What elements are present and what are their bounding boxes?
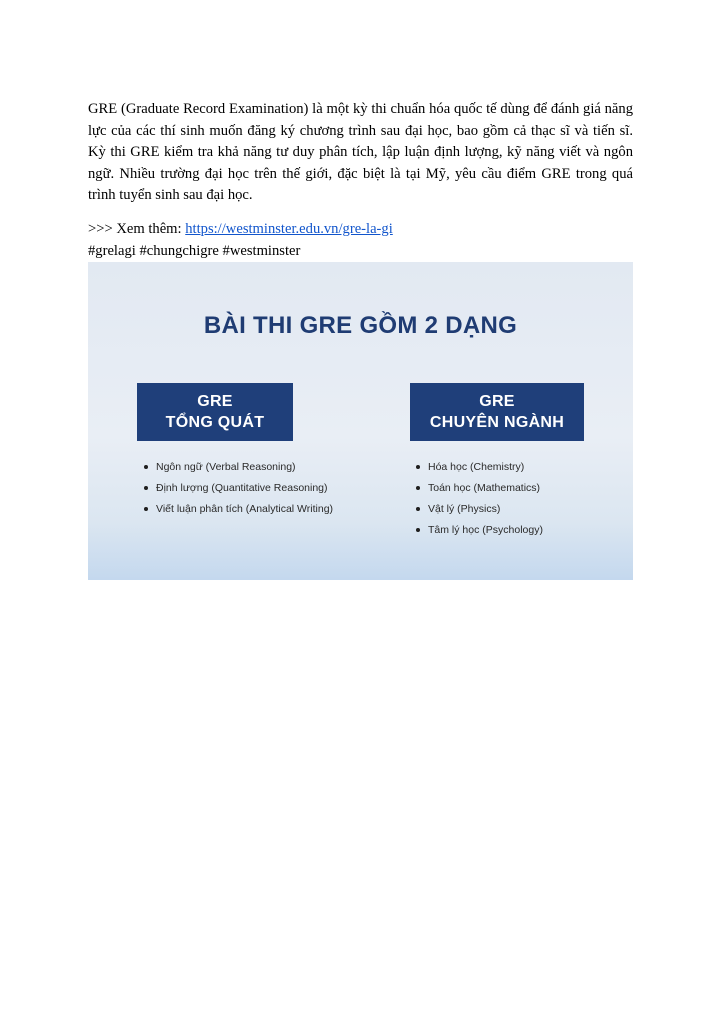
hashtags: #grelagi #chungchigre #westminster — [88, 243, 301, 259]
list-item: Toán học (Mathematics) — [414, 480, 543, 501]
banner-title: BÀI THI GRE GỒM 2 DẠNG — [203, 312, 518, 339]
general-test-line1: GRE — [197, 393, 233, 410]
subject-test-line1: GRE — [479, 393, 515, 410]
general-test-box — [137, 383, 293, 441]
list-item: Định lượng (Quantitative Reasoning) — [142, 480, 333, 501]
subject-test-line2: CHUYÊN NGÀNH — [429, 414, 565, 431]
see-more-link[interactable]: https://westminster.edu.vn/gre-la-gi — [185, 221, 393, 237]
see-more-line — [88, 219, 393, 239]
general-test-line2: TỔNG QUÁT — [165, 414, 265, 431]
intro-paragraph: GRE (Graduate Record Examination) là một kỳ thi chuẩn hóa quốc tế dùng để đánh giá năng lực của các thí sinh muốn đăng ký chương trình sau đại học, bao gồm cả thạc sĩ và tiến sĩ. Kỳ thi GRE kiểm tra khả năng tư duy phân tích, lập luận định lượng, kỹ năng viết và ngôn ngữ. Nhiều trường đại học trên thế giới, đặc biệt là tại Mỹ, yêu cầu điểm GRE trong quá trình tuyển sinh sau đại học. — [88, 101, 633, 203]
see-more-prefix: >>> Xem thêm: — [88, 221, 186, 237]
list-item: Ngôn ngữ (Verbal Reasoning) — [142, 459, 333, 480]
general-test-list — [142, 459, 333, 522]
list-item: Tâm lý học (Psychology) — [414, 522, 543, 543]
gre-types-banner — [88, 262, 633, 580]
list-item: Hóa học (Chemistry) — [414, 459, 543, 480]
list-item: Viết luận phân tích (Analytical Writing) — [142, 501, 333, 522]
subject-test-box — [410, 383, 584, 441]
list-item: Vật lý (Physics) — [414, 501, 543, 522]
subject-test-list — [414, 459, 543, 543]
